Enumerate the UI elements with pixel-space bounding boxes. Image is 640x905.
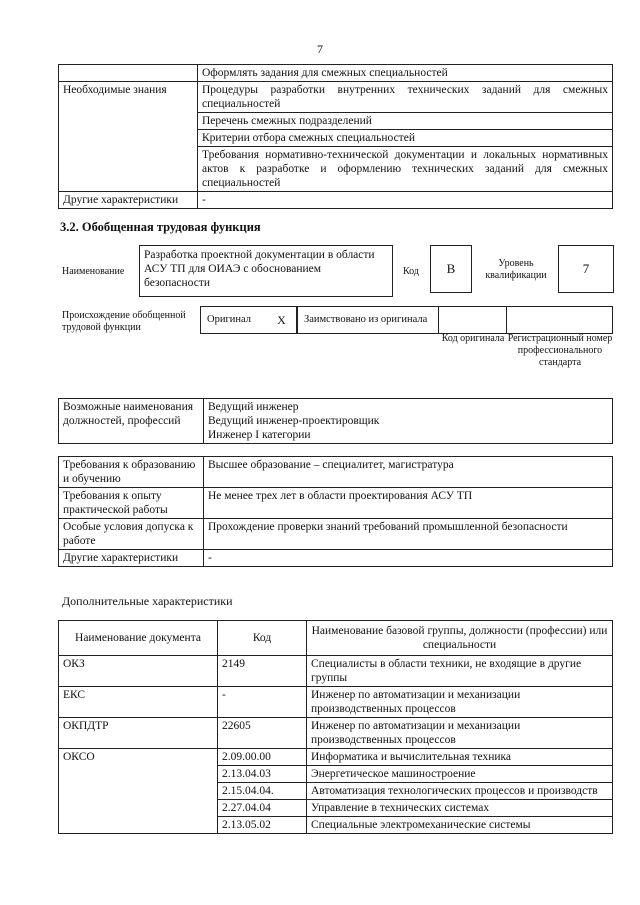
row-value: Не менее трех лет в области проектирования АСУ ТП bbox=[204, 488, 613, 519]
doc-cell: ЕКС bbox=[59, 687, 218, 718]
name-cell: Автоматизация технологических процессов и производств bbox=[307, 783, 613, 800]
table-row bbox=[59, 399, 613, 444]
row-value: Перечень смежных подразделений bbox=[198, 113, 613, 130]
row-value: Прохождение проверки знаний требований промышленной безопасности bbox=[204, 519, 613, 550]
reg-number-cell bbox=[507, 306, 613, 334]
level-label: Уровень квалификации bbox=[485, 258, 547, 281]
code-label: Код bbox=[403, 266, 419, 277]
borrowed-cell: Заимствовано из оригинала bbox=[297, 306, 439, 334]
column-header: Наименование документа bbox=[59, 621, 218, 656]
section-heading: 3.2. Обобщенная трудовая функция bbox=[60, 220, 261, 234]
row-value: Процедуры разработки внутренних технических заданий для смежных специальностей bbox=[198, 82, 613, 113]
code-cell: 2.15.04.04. bbox=[218, 783, 307, 800]
row-label: Требования к опыту практической работы bbox=[59, 488, 204, 519]
code-value-box: B bbox=[430, 245, 472, 293]
table-row bbox=[59, 113, 613, 130]
knowledge-table bbox=[58, 64, 613, 209]
code-original-cell bbox=[439, 306, 507, 334]
name-cell: Инженер по автоматизации и механизации производственных процессов bbox=[307, 718, 613, 749]
level-value-box: 7 bbox=[558, 245, 614, 293]
code-original-label: Код оригинала bbox=[441, 333, 505, 344]
original-cell: Оригинал bbox=[200, 306, 267, 334]
positions-table bbox=[58, 398, 613, 444]
row-value: - bbox=[198, 192, 613, 209]
name-cell: Специалисты в области техники, не входящие в другие группы bbox=[307, 656, 613, 687]
table-row bbox=[59, 687, 613, 718]
row-label bbox=[59, 130, 198, 147]
row-label bbox=[59, 113, 198, 130]
list-item: Ведущий инженер-проектировщик bbox=[208, 415, 380, 427]
requirements-table bbox=[58, 456, 613, 567]
table-header-row bbox=[59, 621, 613, 656]
row-value: Высшее образование – специалитет, магистратура bbox=[204, 457, 613, 488]
column-header: Наименование базовой группы, должности (профессии) или специальности bbox=[307, 621, 613, 656]
table-row bbox=[59, 82, 613, 113]
origin-label: Происхождение обобщенной трудовой функции bbox=[62, 310, 186, 333]
row-value: Критерии отбора смежных специальностей bbox=[198, 130, 613, 147]
row-value: Требования нормативно-технической документации и локальных нормативных актов к разработке и оформлению технических заданий для смежных специальностей bbox=[198, 147, 613, 192]
table-row bbox=[59, 147, 613, 192]
column-header: Код bbox=[218, 621, 307, 656]
row-value: - bbox=[204, 550, 613, 567]
table-row bbox=[59, 488, 613, 519]
name-cell: Специальные электромеханические системы bbox=[307, 817, 613, 834]
name-cell: Энергетическое машиностроение bbox=[307, 766, 613, 783]
row-label: Другие характеристики bbox=[59, 192, 198, 209]
row-value: Оформлять задания для смежных специальностей bbox=[198, 65, 613, 82]
name-label: Наименование bbox=[62, 266, 125, 277]
table-row bbox=[59, 130, 613, 147]
row-label: Особые условия допуска к работе bbox=[59, 519, 204, 550]
code-cell: - bbox=[218, 687, 307, 718]
additional-table bbox=[58, 620, 613, 834]
table-row bbox=[59, 749, 613, 766]
doc-cell: ОКСО bbox=[59, 749, 218, 834]
page-number: 7 bbox=[317, 42, 323, 56]
table-row bbox=[59, 192, 613, 209]
table-row bbox=[59, 718, 613, 749]
name-cell: Информатика и вычислительная техника bbox=[307, 749, 613, 766]
code-cell: 2.13.05.02 bbox=[218, 817, 307, 834]
list-item: Ведущий инженер bbox=[208, 401, 299, 413]
code-cell: 22605 bbox=[218, 718, 307, 749]
table-row bbox=[59, 656, 613, 687]
table-row bbox=[59, 457, 613, 488]
function-name-box: Разработка проектной документации в области АСУ ТП для ОИАЭ с обоснованием безопасности bbox=[139, 245, 393, 297]
name-cell: Управление в технических системах bbox=[307, 800, 613, 817]
table-row bbox=[59, 65, 613, 82]
name-cell: Инженер по автоматизации и механизации производственных процессов bbox=[307, 687, 613, 718]
doc-cell: ОКПДТР bbox=[59, 718, 218, 749]
code-cell: 2.13.04.03 bbox=[218, 766, 307, 783]
list-item: Инженер I категории bbox=[208, 429, 311, 441]
row-label: Другие характеристики bbox=[59, 550, 204, 567]
positions-label: Возможные наименования должностей, профессий bbox=[59, 399, 204, 444]
original-mark: X bbox=[267, 306, 297, 334]
row-label bbox=[59, 65, 198, 82]
code-cell: 2.09.00.00 bbox=[218, 749, 307, 766]
positions-values bbox=[204, 399, 613, 444]
doc-cell: ОКЗ bbox=[59, 656, 218, 687]
code-cell: 2149 bbox=[218, 656, 307, 687]
table-row bbox=[59, 550, 613, 567]
row-label: Требования к образованию и обучению bbox=[59, 457, 204, 488]
code-cell: 2.27.04.04 bbox=[218, 800, 307, 817]
reg-number-label: Регистрационный номер профессионального стандарта bbox=[507, 333, 613, 368]
row-label bbox=[59, 147, 198, 192]
additional-title: Дополнительные характеристики bbox=[62, 594, 233, 608]
table-row bbox=[59, 519, 613, 550]
row-label: Необходимые знания bbox=[59, 82, 198, 113]
